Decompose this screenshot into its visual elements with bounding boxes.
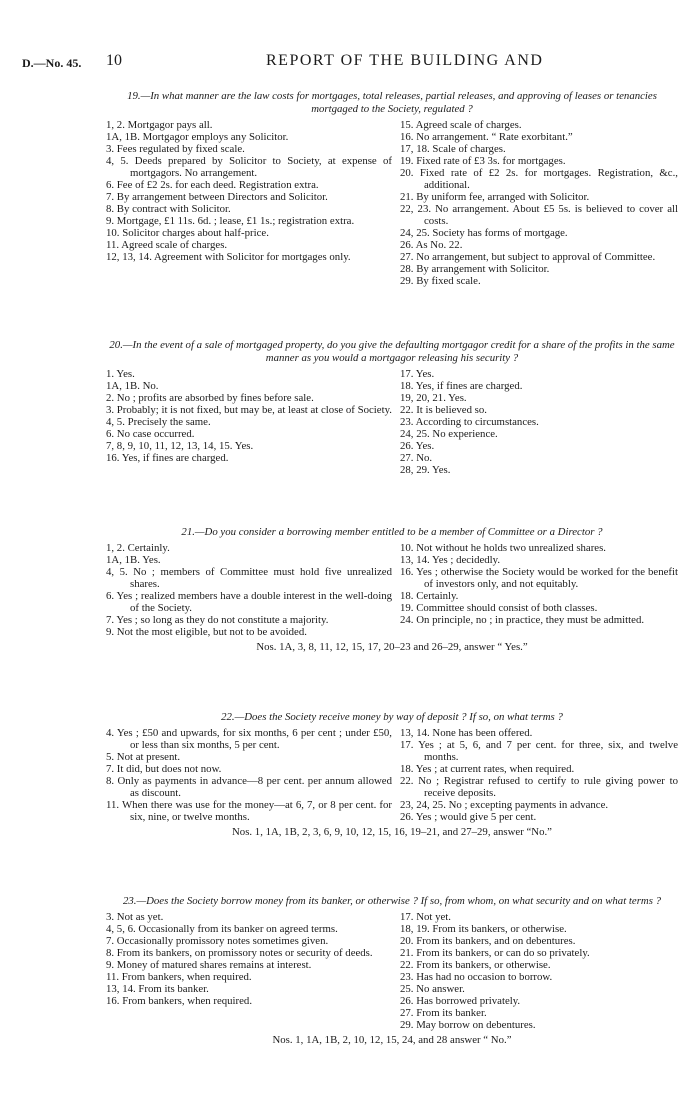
answer-entry: 23, 24, 25. No ; excepting payments in advance. — [400, 799, 609, 811]
answer-entry: 12, 13, 14. Agreement with Solicitor for mortgages only. — [106, 251, 351, 263]
answer-entry: 7, 8, 9, 10, 11, 12, 13, 14, 15. Yes. — [106, 440, 254, 452]
answers-right-column — [400, 727, 678, 823]
document-reference: D.—No. 45. — [22, 56, 82, 70]
answer-entry: 24, 25. Society has forms of mortgage. — [400, 227, 568, 239]
answer-entry: 11. When there was use for the money—at 6, 7, or 8 per cent. for six, nine, or twelve months. — [106, 799, 392, 823]
answers-right-column — [400, 119, 678, 287]
answers-left-column — [106, 542, 400, 638]
answer-entry: 27. No arrangement, but subject to approval of Committee. — [400, 251, 656, 263]
running-title: REPORT OF THE BUILDING AND — [266, 52, 544, 69]
answer-entry: 16. Yes, if fines are charged. — [106, 452, 229, 464]
answer-entry: 3. Not as yet. — [106, 911, 164, 923]
answer-entry: 13, 14. Yes ; decidedly. — [400, 554, 501, 566]
answer-entry: 11. From bankers, when required. — [106, 971, 252, 983]
answer-entry: 19. Fixed rate of £3 3s. for mortgages. — [400, 155, 566, 167]
answer-entry: 18. Certainly. — [400, 590, 459, 602]
answer-entry: 8. Only as payments in advance—8 per cent. per annum allowed as discount. — [106, 775, 392, 799]
answer-entry: 27. No. — [400, 452, 433, 464]
answer-entry: 4, 5. Deeds prepared by Solicitor to Society, at expense of mortgagors. No arrangement. — [106, 155, 392, 179]
answer-entry: 26. Has borrowed privately. — [400, 995, 521, 1007]
question-heading: 23.—Does the Society borrow money from its banker, or otherwise ? If so, from whom, on what security and on what terms ? — [122, 895, 661, 907]
answer-entry: 21. From its bankers, or can do so privately. — [400, 947, 590, 959]
answers-left-column — [106, 368, 400, 476]
summary-line: Nos. 1, 1A, 1B, 2, 10, 12, 15, 24, and 28 answer “ No.” — [272, 1034, 512, 1046]
answer-entry: 6. Fee of £2 2s. for each deed. Registration extra. — [106, 179, 319, 191]
summary-line: Nos. 1, 1A, 1B, 2, 3, 6, 9, 10, 12, 15, 16, 19–21, and 27–29, answer “No.” — [232, 826, 552, 838]
answer-entry: 19. Committee should consist of both classes. — [400, 602, 598, 614]
answer-entry: 18, 19. From its bankers, or otherwise. — [400, 923, 567, 935]
answers-right-column — [400, 911, 678, 1031]
answer-entry: 11. Agreed scale of charges. — [106, 239, 228, 251]
answer-entry: 22. From its bankers, or otherwise. — [400, 959, 551, 971]
answer-entry: 24. On principle, no ; in practice, they must be admitted. — [400, 614, 645, 626]
question-22-section — [106, 711, 678, 839]
answer-entry: 7. Yes ; so long as they do not constitute a majority. — [106, 614, 329, 626]
question-heading: 20.—In the event of a sale of mortgaged property, do you give the defaulting mortgagor credit for a share of the profits in the same manner as you would a mortgagor releasing his security ? — [109, 339, 675, 364]
answer-entry: 22. It is believed so. — [400, 404, 487, 416]
answer-entry: 8. By contract with Solicitor. — [106, 203, 231, 215]
answer-entry: 1, 2. Certainly. — [106, 542, 170, 554]
answer-entry: 16. No arrangement. “ Rate exorbitant.” — [400, 131, 573, 143]
answer-entry: 4, 5. Precisely the same. — [106, 416, 211, 428]
answer-entry: 9. Not the most eligible, but not to be avoided. — [106, 626, 307, 638]
answer-entry: 7. By arrangement between Directors and Solicitor. — [106, 191, 328, 203]
answer-entry: 1A, 1B. No. — [106, 380, 159, 392]
question-19-section — [106, 90, 678, 287]
answer-entry: 13, 14. None has been offered. — [400, 727, 533, 739]
answer-entry: 17, 18. Scale of charges. — [400, 143, 506, 155]
answers-left-column — [106, 119, 400, 287]
answer-entry: 29. By fixed scale. — [400, 275, 481, 287]
answer-entry: 26. Yes ; would give 5 per cent. — [400, 811, 537, 823]
question-heading: 19.—In what manner are the law costs for mortgages, total releases, partial releases, and approving of leases or tenancies mortgaged to the Society, regulated ? — [127, 90, 657, 115]
answer-entry: 17. Yes ; at 5, 6, and 7 per cent. for three, six, and twelve months. — [400, 739, 678, 763]
answer-entry: 10. Not without he holds two unrealized shares. — [400, 542, 607, 554]
answer-entry: 8. From its bankers, on promissory notes or security of deeds. — [106, 947, 373, 959]
answer-entry: 3. Probably; it is not fixed, but may be, at least at close of Society. — [106, 404, 392, 416]
answer-entry: 21. By uniform fee, arranged with Solicitor. — [400, 191, 590, 203]
summary-line: Nos. 1A, 3, 8, 11, 12, 15, 17, 20–23 and 26–29, answer “ Yes.” — [256, 641, 528, 653]
answer-entry: 6. No case occurred. — [106, 428, 195, 440]
answer-entry: 16. From bankers, when required. — [106, 995, 253, 1007]
answer-entry: 19, 20, 21. Yes. — [400, 392, 467, 404]
answer-entry: 22. No ; Registrar refused to certify to rule giving power to receive deposits. — [400, 775, 678, 799]
answer-entry: 20. Fixed rate of £2 2s. for mortgages. Registration, &c., additional. — [400, 167, 678, 191]
answer-entry: 28, 29. Yes. — [400, 464, 451, 476]
answer-entry: 3. Fees regulated by fixed scale. — [106, 143, 245, 155]
answer-entry: 29. May borrow on debentures. — [400, 1019, 536, 1031]
question-23-section — [106, 895, 678, 1047]
answer-entry: 4, 5. No ; members of Committee must hold five unrealized shares. — [106, 566, 392, 590]
answer-entry: 6. Yes ; realized members have a double interest in the well-doing of the Society. — [106, 590, 392, 614]
answer-entry: 7. It did, but does not now. — [106, 763, 222, 775]
answers-left-column — [106, 727, 400, 823]
page-number: 10 — [106, 52, 122, 69]
question-20-section — [106, 339, 678, 476]
answer-entry: 22, 23. No arrangement. About £5 5s. is believed to cover all costs. — [400, 203, 678, 227]
answers-left-column — [106, 911, 400, 1031]
answer-entry: 9. Mortgage, £1 11s. 6d. ; lease, £1 1s.; registration extra. — [106, 215, 355, 227]
answer-entry: 15. Agreed scale of charges. — [400, 119, 522, 131]
answer-entry: 23. According to circumstances. — [400, 416, 539, 428]
answer-entry: 27. From its banker. — [400, 1007, 487, 1019]
question-21-section — [106, 526, 678, 654]
answer-entry: 10. Solicitor charges about half-price. — [106, 227, 269, 239]
answer-entry: 1. Yes. — [106, 368, 135, 380]
answer-entry: 5. Not at present. — [106, 751, 181, 763]
answer-entry: 20. From its bankers, and on debentures. — [400, 935, 576, 947]
answer-entry: 7. Occasionally promissory notes sometimes given. — [106, 935, 329, 947]
answer-entry: 4. Yes ; £50 and upwards, for six months, 6 per cent ; under £50, or less than six months, 5 per cent. — [106, 727, 392, 751]
answer-entry: 1, 2. Mortgagor pays all. — [106, 119, 213, 131]
answer-entry: 1A, 1B. Yes. — [106, 554, 161, 566]
answer-entry: 18. Yes ; at current rates, when required. — [400, 763, 575, 775]
answers-right-column — [400, 542, 678, 638]
page-header — [14, 50, 686, 72]
answer-entry: 26. As No. 22. — [400, 239, 463, 251]
answer-entry: 24, 25. No experience. — [400, 428, 498, 440]
answer-entry: 23. Has had no occasion to borrow. — [400, 971, 553, 983]
answer-entry: 28. By arrangement with Solicitor. — [400, 263, 550, 275]
answer-entry: 2. No ; profits are absorbed by fines before sale. — [106, 392, 314, 404]
answer-entry: 26. Yes. — [400, 440, 435, 452]
answer-entry: 9. Money of matured shares remains at interest. — [106, 959, 312, 971]
answer-entry: 4, 5, 6. Occasionally from its banker on agreed terms. — [106, 923, 338, 935]
answer-entry: 13, 14. From its banker. — [106, 983, 209, 995]
answers-right-column — [400, 368, 678, 476]
answer-entry: 17. Yes. — [400, 368, 435, 380]
answer-entry: 16. Yes ; otherwise the Society would be worked for the benefit of investors only, and not equitably. — [400, 566, 678, 590]
answer-entry: 17. Not yet. — [400, 911, 451, 923]
answer-entry: 18. Yes, if fines are charged. — [400, 380, 523, 392]
answer-entry: 1A, 1B. Mortgagor employs any Solicitor. — [106, 131, 289, 143]
question-heading: 21.—Do you consider a borrowing member entitled to be a member of Committee or a Director ? — [181, 526, 603, 538]
answer-entry: 25. No answer. — [400, 983, 465, 995]
question-heading: 22.—Does the Society receive money by way of deposit ? If so, on what terms ? — [221, 711, 563, 723]
